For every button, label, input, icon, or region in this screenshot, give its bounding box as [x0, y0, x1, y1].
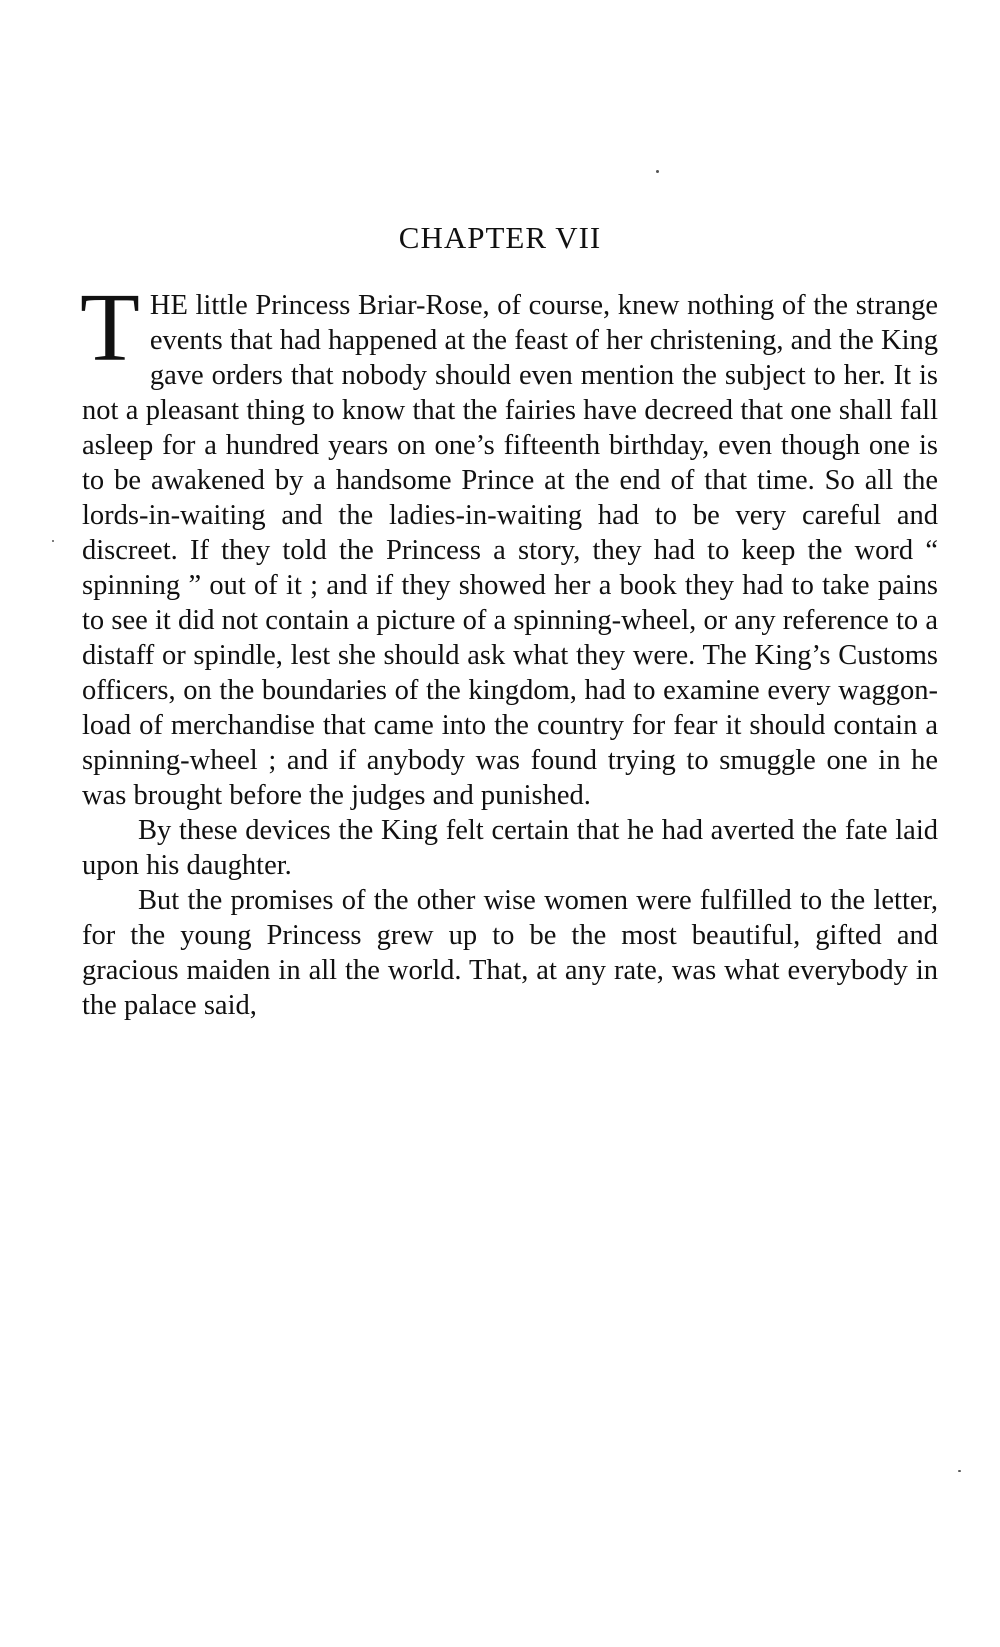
scan-speck — [958, 1470, 961, 1472]
paragraph-1-text: HE little Princess Briar-Rose, of course, knew nothing of the strange events that had happened at the feast of her christening, and the King gave orders that nobody should even mention the subject to her. It is not a pleasant thing to know that the fairies have decreed that one shall fall asleep for a hundred years on one’s fifteenth birthday, even though one is to be awakened by a handsome Prince at the end of that time. So all the lords-in-waiting and the ladies-in-waiting had to be very careful and discreet. If they told the Princess a story, they had to keep the word “ spinning ” out of it ; and if they showed her a book they had to take pains to see it did not contain a picture of a spinning-wheel, or any reference to a distaff or spindle, lest she should ask what they were. The King’s Customs officers, on the boundaries of the kingdom, had to examine every waggon-load of merchandise that came into the country for fear it should contain a spinning-wheel ; and if anybody was found trying to smuggle one in he was brought before the judges and punished. — [82, 290, 938, 811]
drop-cap: T — [80, 274, 140, 382]
scan-speck — [52, 540, 54, 542]
paragraph-3: But the promises of the other wise women were fulfilled to the letter, for the young Princess grew up to be the most beautiful, gifted and gracious maiden in all the world. That, at any rate, was what everybody in the palace said, — [82, 885, 938, 1021]
paragraph-2: By these devices the King felt certain that he had averted the fate laid upon his daughter. — [82, 815, 938, 881]
scan-speck — [656, 170, 659, 173]
chapter-heading: CHAPTER VII — [398, 220, 602, 255]
chapter-body — [80, 274, 938, 1023]
paragraph-1 — [80, 274, 938, 813]
